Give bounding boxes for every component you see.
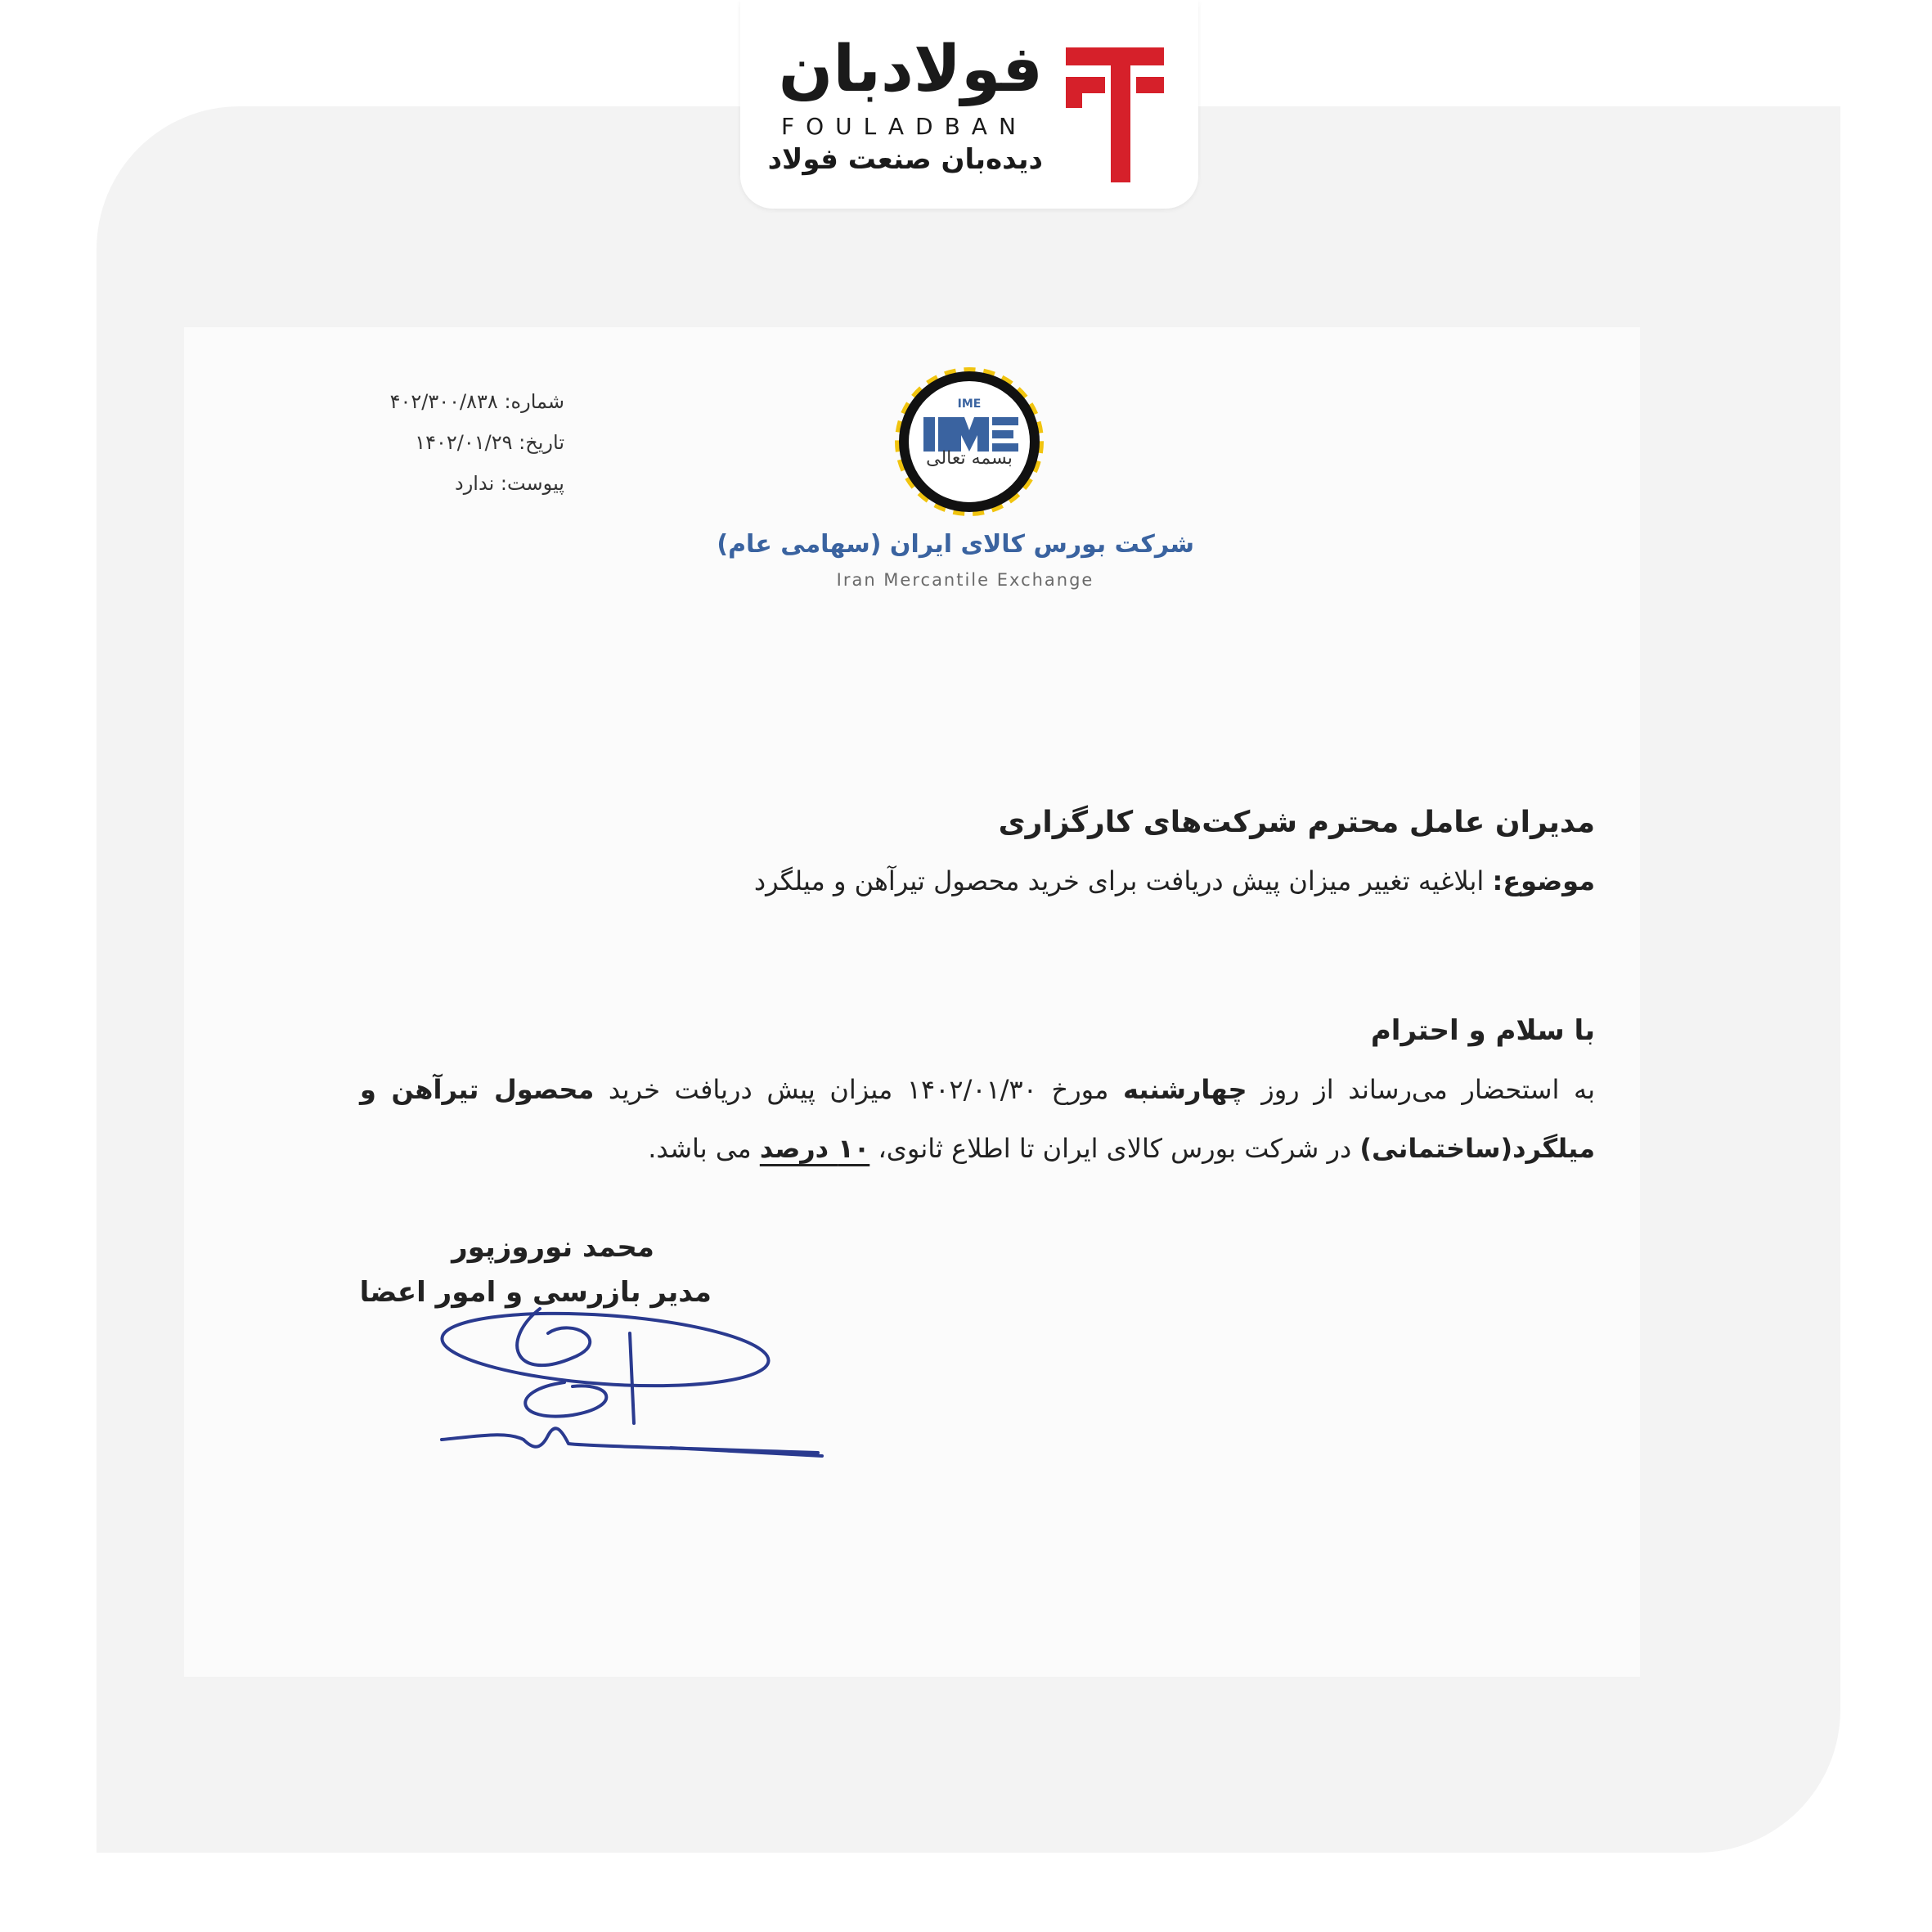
ime-seal-text: IME [957, 398, 982, 411]
fouladban-logo-tab [740, 0, 1198, 209]
letter-subject [360, 865, 1595, 896]
company-name-fa: شرکت بورس کالای ایران (سهامی عام) [717, 530, 1194, 559]
meta-number [344, 381, 564, 422]
signer-title: مدیر بازرسی و امور اعضا [359, 1276, 712, 1309]
subject-label: موضوع: [1492, 865, 1595, 896]
meta-date-value: ۱۴۰۲/۰۱/۲۹ [415, 431, 513, 454]
meta-number-value: ۴۰۲/۳۰۰/۸۳۸ [389, 390, 498, 413]
letter-heading: بسمه تعالی [926, 448, 1013, 469]
body-part-1: به استحضار می‌رساند از روز [1261, 1074, 1596, 1105]
ime-seal-logo [887, 360, 1051, 523]
body-part-2: مورخ ۱۴۰۲/۰۱/۳۰ میزان پیش دریافت خرید [608, 1074, 1109, 1105]
body-product-2: میلگرد(ساختمانی) [1359, 1133, 1595, 1164]
letter-body-line-2 [360, 1133, 1595, 1164]
letter-greeting: با سلام و احترام [1370, 1014, 1595, 1047]
body-part-3: در شرکت بورس کالای ایران تا اطلاع ثانوی، [878, 1133, 1352, 1164]
meta-attachment [344, 463, 564, 504]
body-day: چهارشنبه [1122, 1074, 1247, 1105]
body-percent: ۱۰ درصد [759, 1133, 870, 1164]
brand-tagline: دیده‌بان صنعت فولاد [767, 143, 1043, 176]
meta-date [344, 422, 564, 463]
fouladban-logo-icon [1066, 47, 1164, 182]
subject-text: ابلاغیه تغییر میزان پیش دریافت برای خرید محصول تیرآهن و میلگرد [753, 865, 1485, 896]
meta-number-label: شماره: [504, 390, 564, 413]
brand-name-en: FOULADBAN [781, 113, 1027, 140]
company-name-en: Iran Mercantile Exchange [836, 570, 1094, 590]
meta-attachment-label: پیوست: [500, 472, 564, 495]
meta-attachment-value: ندارد [455, 472, 495, 495]
letter-recipient: مدیران عامل محترم شرکت‌های کارگزاری [998, 806, 1595, 839]
signer-name: محمد نوروزپور [452, 1231, 654, 1264]
body-part-4: می باشد. [648, 1133, 752, 1164]
handwritten-signature [425, 1284, 834, 1464]
letter-meta [344, 381, 564, 504]
letter-body-line-1 [360, 1074, 1595, 1105]
brand-name-fa: فولادبان [778, 33, 1043, 106]
meta-date-label: تاریخ: [519, 431, 564, 454]
body-product: محصول تیرآهن و [360, 1074, 595, 1105]
